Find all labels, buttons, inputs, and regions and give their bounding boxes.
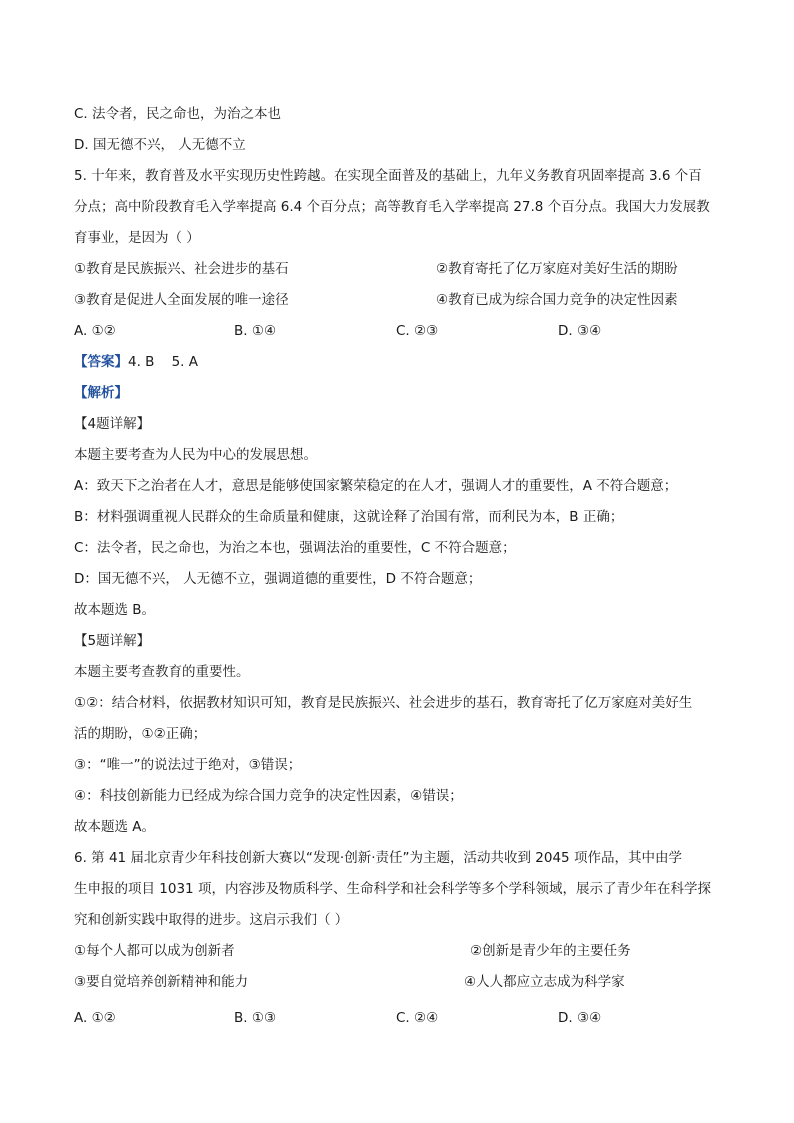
q6-items-row1 (74, 941, 734, 961)
q6-item-3: ③要自觉培养创新精神和能力 (74, 974, 249, 990)
q6-items-row2 (74, 972, 734, 992)
answer-text: 4. B 5. A (128, 354, 199, 370)
q4-analysis-intro: 本题主要考查为人民为中心的发展思想。 (74, 447, 317, 463)
q6-choice-a: A. ①② (74, 1010, 116, 1026)
q5-stem-line3: 育事业，是因为（ ） (74, 230, 200, 246)
q5-item-3: ③教育是促进人全面发展的唯一途径 (74, 292, 289, 308)
q5-choice-b: B. ①④ (234, 323, 277, 339)
q5-items-row2 (74, 290, 734, 310)
q4-option-c: C. 法令者，民之命也，为治之本也 (74, 106, 282, 122)
q5-stem-line2: 分点；高中阶段教育毛入学率提高 6.4 个百分点；高等教育毛入学率提高 27.8 个百分点。我国大力发展教 (74, 199, 710, 215)
q5-analysis-p4: ④：科技创新能力已经成为综合国力竞争的决定性因素，④错误； (74, 788, 463, 804)
answer-line (74, 352, 198, 372)
q5-item-4: ④教育已成为综合国力竞争的决定性因素 (436, 292, 678, 308)
q4-analysis-conclusion: 故本题选 B。 (74, 602, 156, 618)
q6-choice-d: D. ③④ (558, 1010, 602, 1026)
q6-choices (74, 1008, 734, 1028)
q5-stem-line1: 5. 十年来，教育普及水平实现历史性跨越。在实现全面普及的基础上，九年义务教育巩固率提高 3.6 个百 (74, 168, 702, 184)
q5-item-1: ①教育是民族振兴、社会进步的基石 (74, 261, 289, 277)
q5-items-row1 (74, 259, 734, 279)
q5-analysis-intro: 本题主要考查教育的重要性。 (74, 664, 250, 680)
q6-choice-c: C. ②④ (396, 1010, 439, 1026)
q6-stem-line1: 6. 第 41 届北京青少年科技创新大赛以“发现·创新·责任”为主题，活动共收到 2045 项作品，其中由学 (74, 850, 682, 866)
q4-option-d: D. 国无德不兴， 人无德不立 (74, 137, 246, 153)
q5-analysis-p3: ③：“唯一”的说法过于绝对，③错误； (74, 757, 302, 773)
q6-item-2: ②创新是青少年的主要任务 (470, 943, 631, 959)
q6-item-1: ①每个人都可以成为创新者 (74, 943, 235, 959)
q5-analysis-conclusion: 故本题选 A。 (74, 819, 156, 835)
q5-choice-c: C. ②③ (396, 323, 439, 339)
q4-analysis-a: A：致天下之治者在人才，意思是能够使国家繁荣稳定的在人才，强调人才的重要性，A 不符合题意； (74, 478, 678, 494)
q5-analysis-header: 【5题详解】 (74, 633, 151, 649)
q4-analysis-c: C：法令者，民之命也，为治之本也，强调法治的重要性，C 不符合题意； (74, 540, 516, 556)
q5-analysis-p1-line1: ①②：结合材料，依据教材知识可知，教育是民族振兴、社会进步的基石，教育寄托了亿万家庭对美好生 (74, 695, 693, 711)
q5-analysis-p1-line2: 活的期盼，①②正确； (74, 726, 207, 742)
q4-analysis-d: D：国无德不兴， 人无德不立，强调道德的重要性，D 不符合题意； (74, 571, 482, 587)
q4-analysis-b: B：材料强调重视人民群众的生命质量和健康，这就诠释了治国有常，而利民为本，B 正确； (74, 509, 624, 525)
q5-choice-d: D. ③④ (558, 323, 602, 339)
answer-label: 【答案】 (74, 354, 128, 370)
q6-choice-b: B. ①③ (234, 1010, 277, 1026)
q5-item-2: ②教育寄托了亿万家庭对美好生活的期盼 (436, 261, 678, 277)
q5-choices (74, 321, 734, 341)
q4-analysis-header: 【4题详解】 (74, 416, 151, 432)
q5-choice-a: A. ①② (74, 323, 116, 339)
q6-stem-line3: 究和创新实践中取得的进步。这启示我们（ ） (74, 912, 349, 928)
q6-item-4: ④人人都应立志成为科学家 (464, 974, 625, 990)
q6-stem-line2: 生申报的项目 1031 项，内容涉及物质科学、生命科学和社会科学等多个学科领域，展示了青少年在科学探 (74, 881, 711, 897)
analysis-label: 【解析】 (74, 385, 128, 401)
